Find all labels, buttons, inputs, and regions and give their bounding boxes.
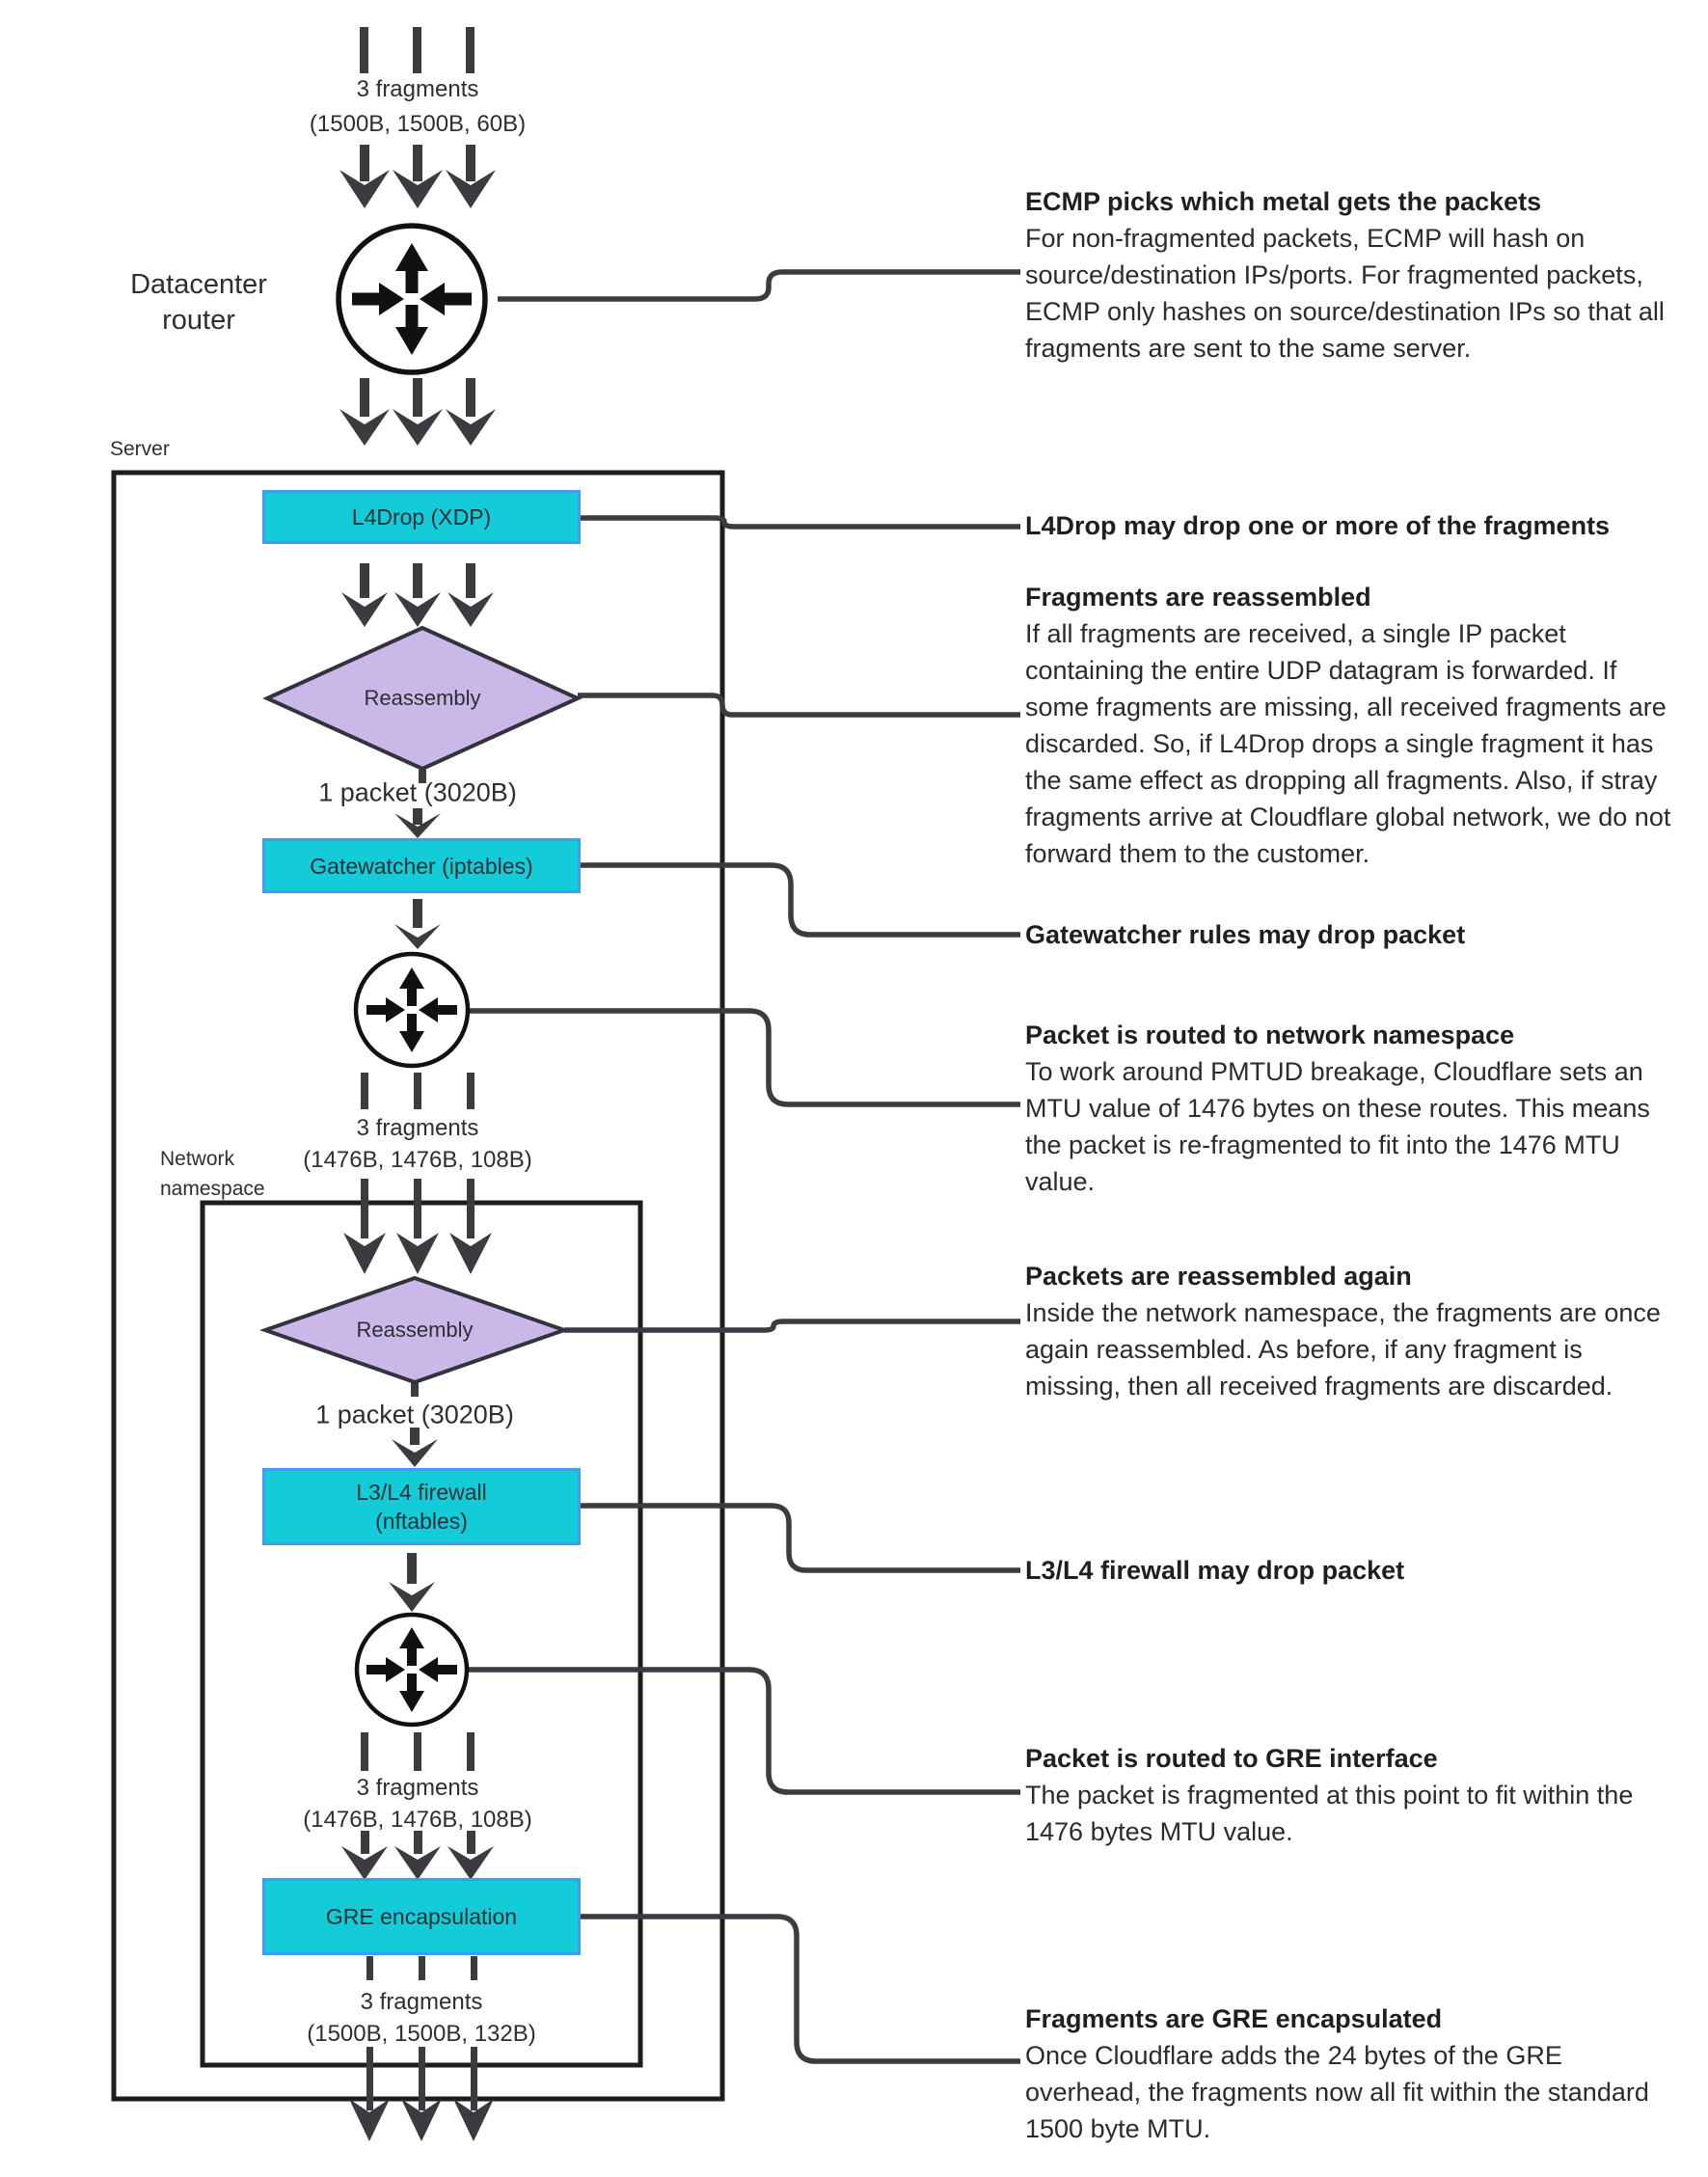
- annotation-body: For non-fragmented packets, ECMP will hash on source/destination IPs/ports. For fragmented packets, ECMP only hashes on source/destination IPs so that all fragments are sent to the same server.: [1025, 224, 1665, 363]
- router-arrow-up: [407, 987, 417, 1006]
- connector-ecmp: [498, 272, 1020, 299]
- fragment-dash: [414, 1732, 421, 1771]
- router-arrow-down: [407, 1014, 417, 1033]
- gre-label: GRE encapsulation: [325, 1904, 518, 1929]
- route-icon-1: [356, 954, 468, 1066]
- flow-arrow-shaft: [466, 563, 475, 598]
- flow-arrow-shaft: [360, 378, 369, 417]
- flow-arrow-shaft: [413, 378, 422, 417]
- router-arrow-up: [407, 1646, 417, 1666]
- annotation-heading: Packet is routed to GRE interface: [1025, 1744, 1438, 1773]
- firewall-label-line1: L3/L4 firewall: [356, 1480, 487, 1505]
- reassembly1-label: Reassembly: [364, 686, 481, 710]
- connector-firewall: [581, 1506, 1020, 1570]
- annotation-heading: Fragments are reassembled: [1025, 583, 1371, 612]
- route2-fragments-sizes: (1476B, 1476B, 108B): [303, 1807, 532, 1833]
- flow-arrow-shaft: [360, 563, 369, 598]
- annotation-routed-gre: [1025, 1740, 1681, 1850]
- router-arrow-right: [436, 1665, 457, 1674]
- annotation-body: Once Cloudflare adds the 24 bytes of the GRE overhead, the fragments now all fit within the standard 1500 byte MTU.: [1025, 2041, 1649, 2143]
- fragment-dash: [414, 1073, 421, 1109]
- annotation-body: Inside the network namespace, the fragments are once again reassembled. As before, if any fragment is missing, then all received fragments are discarded.: [1025, 1298, 1661, 1401]
- fragment-dash: [467, 1073, 474, 1109]
- server-label: Server: [110, 438, 170, 460]
- l4drop-box: [262, 490, 581, 544]
- annotation-gatewatcher: [1025, 916, 1681, 953]
- annotation-heading: Packet is routed to network namespace: [1025, 1020, 1515, 1049]
- annotation-heading: Fragments are GRE encapsulated: [1025, 2004, 1443, 2033]
- annotation-heading: L4Drop may drop one or more of the fragments: [1025, 511, 1611, 540]
- connector-gatewatcher: [581, 865, 1020, 935]
- flow-arrow-shaft: [413, 563, 422, 598]
- route1-fragments-sizes: (1476B, 1476B, 108B): [303, 1147, 532, 1173]
- flow-arrow-shaft: [467, 1831, 475, 1854]
- flow-arrow-shaft: [413, 808, 422, 825]
- annotation-heading: Packets are reassembled again: [1025, 1262, 1412, 1291]
- flow-arrow-shaft: [413, 145, 422, 181]
- gre-box: [262, 1878, 581, 1955]
- route2-fragments-label: 3 fragments: [356, 1775, 479, 1801]
- fragment-dash: [466, 27, 474, 73]
- gatewatcher-label: Gatewatcher (iptables): [310, 853, 533, 879]
- fragment-dash: [360, 27, 368, 73]
- fragment-dash: [361, 1073, 368, 1109]
- flow-arrow-shaft: [360, 145, 369, 181]
- router-arrow-down: [406, 305, 419, 330]
- l4drop-label: L4Drop (XDP): [351, 504, 492, 530]
- packet1-label: 1 packet (3020B): [318, 777, 517, 807]
- annotation-reassembled: [1025, 579, 1681, 872]
- flow-arrow-shaft: [366, 2047, 373, 2110]
- reassembly2-label: Reassembly: [356, 1318, 474, 1342]
- network-namespace-label: Network namespace: [160, 1148, 265, 1200]
- router-arrow-down: [407, 1674, 417, 1693]
- outgoing-fragments-label: 3 fragments: [360, 1989, 483, 2015]
- firewall-box: [262, 1468, 581, 1545]
- connector-reassembly2: [564, 1321, 1020, 1330]
- flow-arrow-shaft: [413, 899, 422, 928]
- connector-route1: [469, 1011, 1020, 1104]
- connector-l4drop: [581, 518, 1020, 527]
- router-arrow-left: [352, 293, 381, 306]
- annotation-body: To work around PMTUD breakage, Cloudflare sets an MTU value of 1476 bytes on these routes. This means the packet is re-fragmented to fit into the 1476 MTU value.: [1025, 1057, 1650, 1196]
- fragment-dash: [467, 1732, 474, 1771]
- fragment-dash: [366, 1956, 373, 1980]
- flow-arrow-shaft: [466, 378, 475, 417]
- flow-arrow-shaft: [407, 1553, 417, 1584]
- router-arrow-right: [443, 293, 472, 306]
- incoming-fragments-label: 3 fragments: [356, 76, 479, 102]
- datacenter-router-icon: [339, 226, 485, 372]
- datacenter-router-label: Datacenter router: [130, 269, 267, 336]
- firewall-label-line2: (nftables): [375, 1509, 468, 1534]
- annotation-heading: L3/L4 firewall may drop packet: [1025, 1556, 1405, 1585]
- annotation-l4drop: [1025, 507, 1681, 544]
- route-icon-2: [357, 1615, 467, 1725]
- annotation-body: If all fragments are received, a single IP packet containing the entire UDP datagram is forwarded. If some fragments are missing, all received fragments are discarded. So, if L4Drop drops a single fragment it has the same effect as dropping all fragments. Also, if stray fragments arrive at Cloudflare global network, we do not forward them to the customer.: [1025, 619, 1671, 868]
- router-arrow-up: [406, 268, 419, 293]
- flow-arrow-shaft: [361, 1179, 368, 1238]
- flow-arrow-shaft: [471, 2047, 477, 2110]
- annotation-gre-encapsulated: [1025, 2000, 1681, 2147]
- gatewatcher-box: [262, 838, 581, 893]
- annotation-heading: Gatewatcher rules may drop packet: [1025, 920, 1466, 949]
- incoming-fragments-sizes: (1500B, 1500B, 60B): [309, 111, 527, 137]
- annotation-body: The packet is fragmented at this point to fit within the 1476 bytes MTU value.: [1025, 1781, 1634, 1846]
- flow-arrow-shaft: [467, 1179, 474, 1238]
- flow-arrow-shaft: [361, 1831, 369, 1854]
- fragment-dash: [411, 1383, 419, 1397]
- annotation-reassembled-again: [1025, 1258, 1681, 1404]
- flow-arrow-shaft: [419, 2047, 425, 2110]
- annotation-heading: ECMP picks which metal gets the packets: [1025, 187, 1542, 216]
- fragment-dash: [413, 27, 421, 73]
- packet2-label: 1 packet (3020B): [315, 1400, 514, 1429]
- connector-reassembly1: [578, 695, 1020, 715]
- fragment-dash: [361, 1732, 368, 1771]
- down-arrow-icon: [396, 1233, 439, 1274]
- down-arrow-icon: [449, 1233, 492, 1274]
- flow-arrow-shaft: [414, 1179, 421, 1238]
- router-arrow-left: [366, 1665, 388, 1674]
- flow-arrow-shaft: [466, 145, 475, 181]
- fragment-dash: [471, 1956, 477, 1980]
- connector-gre: [581, 1917, 1020, 2061]
- annotation-firewall: [1025, 1552, 1681, 1589]
- fragment-dash: [419, 1956, 425, 1980]
- flow-arrow-shaft: [410, 1428, 420, 1445]
- down-arrow-icon: [389, 1582, 435, 1612]
- router-arrow-right: [436, 1005, 457, 1015]
- router-arrow-left: [366, 1005, 388, 1015]
- down-arrow-icon: [343, 1233, 386, 1274]
- flow-arrow-shaft: [414, 1831, 422, 1854]
- route1-fragments-label: 3 fragments: [356, 1115, 479, 1141]
- connector-route2: [467, 1670, 1020, 1792]
- outgoing-fragments-sizes: (1500B, 1500B, 132B): [307, 2021, 536, 2047]
- annotation-ecmp: [1025, 183, 1681, 367]
- annotation-routed-namespace: [1025, 1017, 1681, 1200]
